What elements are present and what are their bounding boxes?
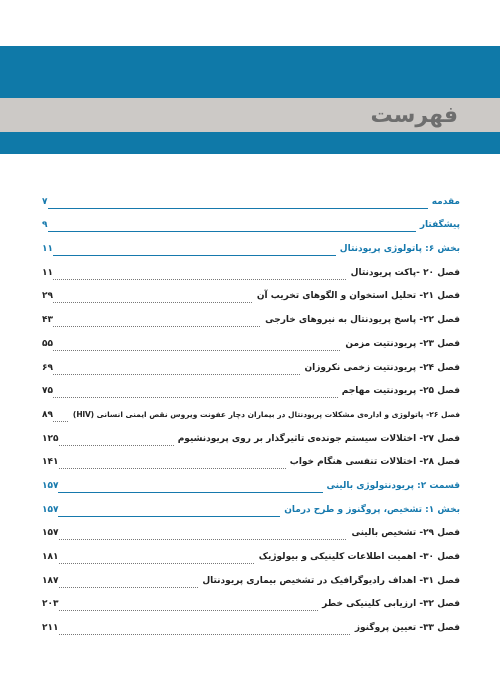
toc-page-number: ۲۹ [42, 291, 53, 302]
toc-chapter-row[interactable] [40, 256, 460, 280]
toc-page-number: ۲۱۱ [42, 623, 59, 634]
table-of-contents [40, 185, 460, 635]
toc-entry-label: فصل ۲۷- اختلالات سیستم جونده‌ی تاثیرگذار بر روی پریودنشیوم [174, 433, 460, 446]
toc-chapter-row[interactable] [40, 564, 460, 588]
toc-entry-label: فصل ۲۰ -پاکت پریودنتال [347, 267, 460, 280]
toc-page-number: ۸۹ [42, 409, 53, 420]
toc-page-number: ۲۰۳ [42, 599, 59, 610]
toc-section-row[interactable] [40, 232, 460, 256]
toc-chapter-row[interactable] [40, 446, 460, 470]
toc-chapter-row[interactable] [40, 280, 460, 304]
toc-chapter-row[interactable] [40, 422, 460, 446]
toc-entry-label: بخش ۱: تشخیص، پروگنوز و طرح درمان [280, 504, 460, 517]
toc-entry-label: قسمت ۲: پریودنتولوژی بالینی [323, 480, 460, 493]
toc-entry-label: فصل ۲۵- پریودنتیت مهاجم [338, 385, 460, 398]
toc-chapter-row[interactable] [40, 540, 460, 564]
toc-section-row[interactable] [40, 185, 460, 209]
toc-entry-label: فصل ۲۶- پاتولوژی و اداره‌ی مشکلات پریودنتال در بیماران دچار عفونت ویروس نقص ایمنی انسانی (HIV) [69, 409, 460, 422]
title-band [0, 98, 500, 132]
toc-section-row[interactable] [40, 469, 460, 493]
toc-entry-label: فصل ۳۱- اهداف رادیوگرافیک در تشخیص بیماری پریودنتال [198, 575, 460, 588]
toc-entry-label: فصل ۲۹- تشخیص بالینی [347, 527, 460, 540]
header-band-top [0, 46, 500, 98]
toc-entry-label: پیشگفتار [416, 219, 460, 232]
header-band-bottom [0, 132, 500, 154]
toc-page-number: ۱۲۵ [42, 433, 59, 444]
toc-page-number: ۱۵۷ [42, 480, 59, 491]
toc-chapter-row[interactable] [40, 517, 460, 541]
toc-chapter-row[interactable] [40, 303, 460, 327]
toc-page-number: ۷۵ [42, 386, 53, 397]
toc-chapter-row[interactable] [40, 588, 460, 612]
toc-page-number: ۱۵۷ [42, 528, 59, 539]
toc-entry-label: فصل ۲۳- پریودنتیت مزمن [341, 338, 460, 351]
toc-chapter-row[interactable] [40, 611, 460, 635]
toc-page-number: ۱۵۷ [42, 504, 59, 515]
toc-chapter-row[interactable] [40, 351, 460, 375]
toc-page-number: ۱۱ [42, 267, 53, 278]
toc-entry-label: فصل ۳۲- ارزیابی کلینیکی خطر [318, 598, 460, 611]
toc-page-number: ۵۵ [42, 338, 53, 349]
toc-page-number: ۷ [42, 196, 48, 207]
toc-chapter-row[interactable] [40, 375, 460, 399]
toc-entry-label: فصل ۲۸- اختلالات تنفسی هنگام خواب [286, 456, 460, 469]
toc-page-number: ۱۴۱ [42, 457, 59, 468]
toc-entry-label: فصل ۲۱- تحلیل استخوان و الگوهای تخریب آن [253, 290, 460, 303]
page-title: فهرست [370, 102, 458, 128]
toc-page-number: ۴۳ [42, 315, 53, 326]
toc-section-row[interactable] [40, 209, 460, 233]
toc-entry-label: بخش ۶: پاتولوژی پریودنتال [336, 243, 460, 256]
toc-page-number: ۱۸۱ [42, 552, 59, 562]
toc-entry-label: فصل ۲۴- پریودنتیت زخمی نکروزان [300, 362, 460, 375]
toc-entry-label: فصل ۲۲- پاسخ پریودنتال به نیروهای خارجی [261, 314, 460, 327]
toc-chapter-row[interactable] [40, 327, 460, 351]
toc-page-number: ۹ [42, 220, 48, 231]
toc-entry-label: فصل ۳۰- اهمیت اطلاعات کلینیکی و بیولوژیک [255, 551, 460, 564]
toc-section-row[interactable] [40, 493, 460, 517]
toc-page-number: ۱۱ [42, 244, 53, 255]
toc-page-number: ۱۸۷ [42, 575, 59, 586]
toc-entry-label: مقدمه [428, 196, 460, 209]
toc-page-number: ۶۹ [42, 362, 53, 373]
toc-chapter-row[interactable] [40, 398, 460, 422]
toc-entry-label: فصل ۳۳- تعیین پروگنوز [351, 622, 460, 635]
